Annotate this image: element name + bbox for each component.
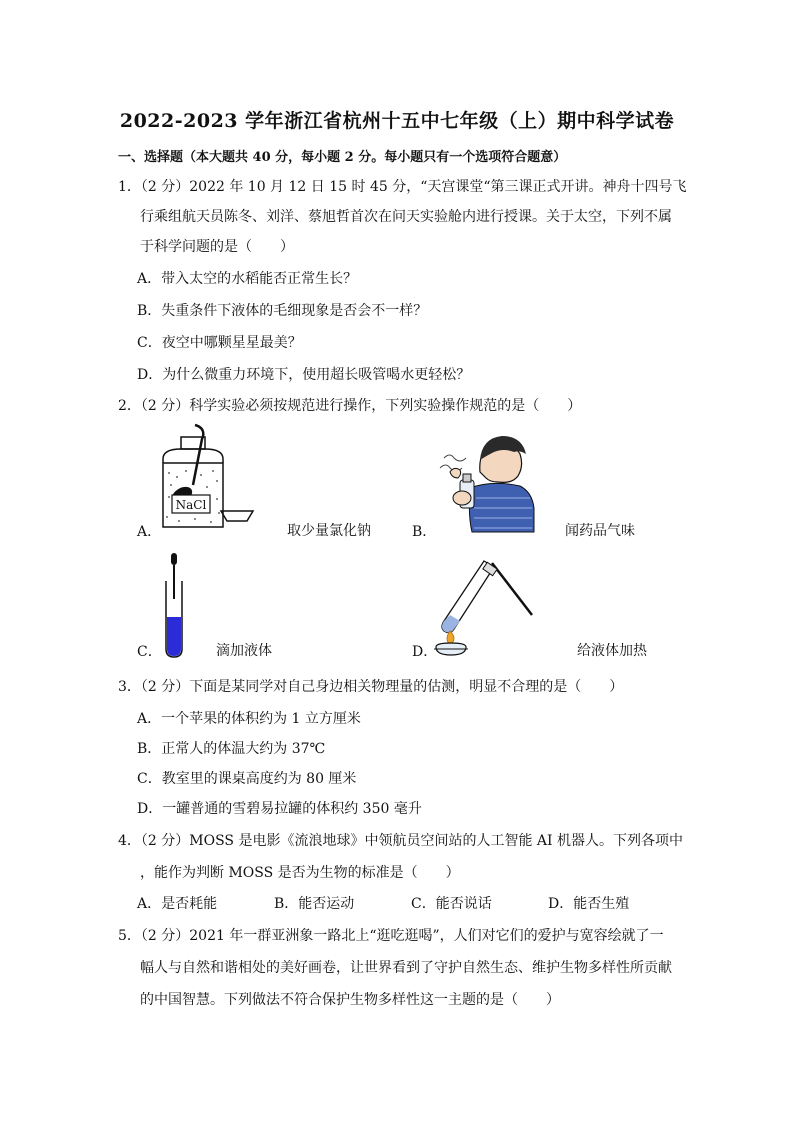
q5-stem-line2: 幅人与自然和谐相处的美好画卷，让世界看到了守护自然生态、维护生物多样性所贡献 (140, 960, 672, 976)
q2-option-d-label: D． (412, 644, 438, 660)
nacl-label: NaCl (175, 498, 207, 512)
q1-option-c: C．夜空中哪颗星星最美？ (137, 335, 302, 351)
heating-illustration (428, 555, 538, 655)
q4-option-c: C．能否说话 (411, 896, 492, 912)
q2-option-a-caption: 取少量氯化钠 (287, 523, 371, 539)
q1-stem-line2: 行乘组航天员陈冬、刘洋、蔡旭哲首次在问天实验舱内进行授课。关于太空，下列不属 (140, 209, 672, 225)
q1-stem-line3: 于科学问题的是（ ） (140, 239, 294, 255)
section-heading: 一、选择题（本大题共 40 分，每小题 2 分。每小题只有一个选项符合题意） (118, 150, 567, 165)
q1-option-d: D．为什么微重力环境下，使用超长吸管喝水更轻松？ (137, 367, 471, 383)
q2-option-c-caption: 滴加液体 (216, 643, 272, 659)
q3-option-c: C．教室里的课桌高度约为 80 厘米 (137, 771, 357, 787)
q3-stem: 3．（2 分）下面是某同学对自己身边相关物理量的估测，明显不合理的是（ ） (118, 679, 624, 695)
q5-stem-line3: 的中国智慧。下列做法不符合保护生物多样性这一主题的是（ ） (140, 992, 560, 1008)
q2-option-c-label: C． (137, 644, 162, 660)
q4-stem-line2: ，能作为判断 MOSS 是否为生物的标准是（ ） (140, 865, 460, 881)
q1-stem-line1: 1．（2 分）2022 年 10 月 12 日 15 时 45 分，“天宫课堂“第三课正式开讲。神舟十四号飞 (118, 179, 687, 195)
q3-option-a: A．一个苹果的体积约为 1 立方厘米 (137, 711, 361, 727)
dropper-illustration (160, 553, 190, 658)
q4-option-d: D．能否生殖 (548, 896, 630, 912)
reagent-bottle-illustration (155, 425, 265, 535)
q2-option-a-label: A． (137, 524, 162, 540)
q3-option-d: D．一罐普通的雪碧易拉罐的体积约 350 毫升 (137, 801, 422, 817)
page-title: 2022-2023 学年浙江省杭州十五中七年级（上）期中科学试卷 (119, 110, 675, 132)
q4-option-b: B．能否运动 (274, 896, 355, 912)
smelling-illustration (430, 428, 540, 536)
q2-option-d-caption: 给液体加热 (577, 643, 647, 659)
q2-option-b-label: B． (412, 524, 437, 540)
q5-stem-line1: 5．（2 分）2021 年一群亚洲象一路北上“逛吃逛喝”，人们对它们的爱护与宽容绘就了一 (118, 928, 664, 944)
q2-stem: 2．（2 分）科学实验必须按规范进行操作，下列实验操作规范的是（ ） (118, 398, 582, 414)
q4-stem-line1: 4．（2 分）MOSS 是电影《流浪地球》中领航员空间站的人工智能 AI 机器人。下列各项中 (118, 833, 684, 849)
q4-option-a: A．是否耗能 (137, 896, 218, 912)
q1-option-b: B．失重条件下液体的毛细现象是否会不一样？ (137, 303, 428, 319)
q3-option-b: B．正常人的体温大约为 37℃ (137, 741, 326, 757)
q2-option-b-caption: 闻药品气味 (565, 523, 635, 539)
q1-option-a: A．带入太空的水稻能否正常生长？ (137, 271, 358, 287)
